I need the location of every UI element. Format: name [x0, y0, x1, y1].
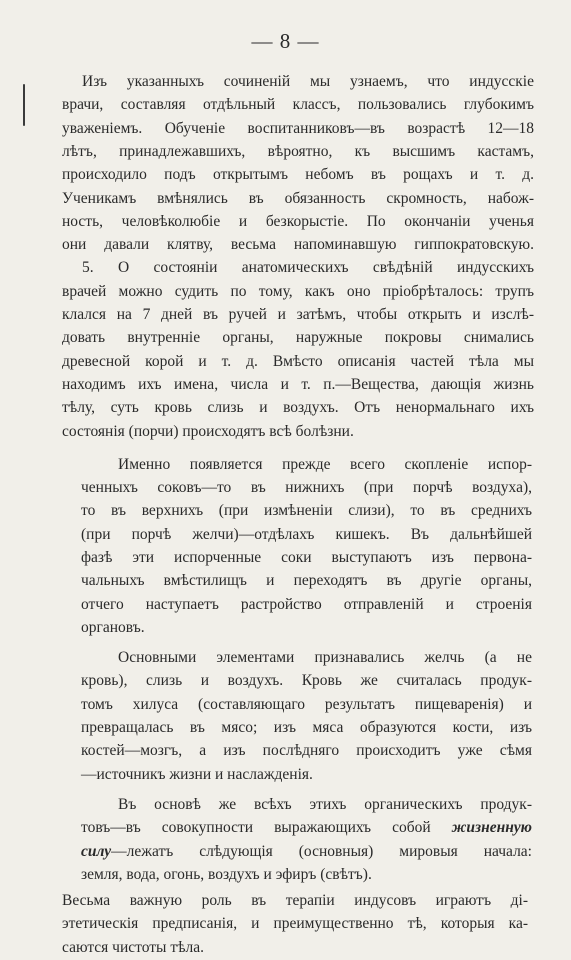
text-line	[81, 818, 532, 838]
text-line: Именно появляется прежде всего скопленіе испор-	[118, 456, 532, 473]
text-line	[81, 842, 532, 862]
text-line: Ученикамъ вмѣнялись въ обязанность скромность, набож-	[62, 190, 534, 207]
text-line: клался на 7 дней въ ручей и затѣмъ, чтобы открыть и изслѣ-	[62, 306, 534, 323]
text-line: древесной корой и т. д. Вмѣсто описанія частей тѣла мы	[62, 353, 534, 370]
text-line: лѣтъ, принадлежавшихъ, вѣроятно, къ высшимъ кастамъ,	[62, 143, 534, 160]
text-line: костей—мозгъ, а изъ послѣдняго происходитъ уже сѣмя	[81, 742, 532, 759]
margin-pencil-mark	[23, 84, 25, 126]
text-line: ность, человѣколюбіе и безкорыстіе. По окончаніи ученья	[62, 213, 534, 230]
text-line: кровь), слизь и воздухъ. Кровь же считалась продук-	[81, 672, 532, 689]
text-line: Весьма важную роль въ терапіи индусовъ играютъ ді-	[62, 892, 528, 909]
text-line: они давали клятву, весьма напоминавшую гиппократовскую.	[62, 236, 534, 253]
text-line: фазѣ эти испорченные соки выступаютъ изъ первона-	[81, 549, 532, 566]
text-line: ченныхъ соковъ—то въ нижнихъ (при порчѣ воздуха),	[81, 479, 532, 496]
text-line: —источникъ жизни и наслажденія.	[81, 766, 313, 783]
text-line: 5. О состояніи анатомическихъ свѣдѣній индусскихъ	[82, 259, 534, 276]
text-line: Въ основѣ же всѣхъ этихъ органическихъ продук-	[118, 796, 532, 813]
text-line: происходило подъ открытымъ небомъ въ рощахъ и т. д.	[62, 166, 534, 183]
page-number: — 8 —	[251, 29, 320, 53]
text-line: уваженіемъ. Обученіе воспитанниковъ—въ возрастѣ 12—18	[62, 120, 534, 137]
text-line: земля, вода, огонь, воздухъ и эфиръ (свѣтъ).	[81, 866, 372, 883]
text-line: (при порчѣ желчи)—отдѣлахъ кишекъ. Въ дальнѣйшей	[81, 526, 532, 543]
text-line: находимъ ихъ имена, числа и т. п.—Вещества, дающія жизнь	[62, 376, 534, 393]
text-fragment: —лежатъ слѣдующія (основныя) мировыя начала:	[111, 843, 532, 860]
text-line: то въ верхнихъ (при измѣненіи слизи), то въ среднихъ	[81, 502, 532, 519]
text-line: тѣлу, суть кровь слизь и воздухъ. Отъ ненормальнаго ихъ	[62, 399, 534, 416]
text-line: томъ хилуса (составляющаго результатъ пищеваренія) и	[81, 696, 532, 713]
text-line: Изъ указанныхъ сочиненій мы узнаемъ, что индусскіе	[82, 73, 534, 90]
text-line: превращалась въ мясо; изъ мяса образуются кости, изъ	[81, 719, 532, 736]
text-fragment: товъ—въ совокупности выражающихъ собой	[81, 819, 452, 836]
text-line: саются чистоты тѣла.	[62, 939, 204, 956]
text-line: отчего наступаетъ растройство отправленій и строенія	[81, 596, 532, 613]
text-line: органовъ.	[81, 619, 145, 636]
text-line: Основными элементами признавались желчь (а не	[118, 649, 532, 666]
emphasized-term: силу	[81, 843, 112, 860]
text-line: врачей можно судить по тому, какъ оно пріобрѣталось: трупъ	[62, 283, 534, 300]
text-line: чальныхъ вмѣстилищъ и переходятъ въ другіе органы,	[81, 572, 532, 589]
text-line: этетическія предписанія, и преимущественно тѣ, которыя ка-	[62, 915, 528, 932]
text-line: врачи, составляя отдѣльный классъ, пользовались глубокимъ	[62, 96, 534, 113]
text-line: состоянія (порчи) происходятъ всѣ болѣзни.	[62, 423, 354, 440]
text-line: довать внутренніе органы, наружные покровы снимались	[62, 329, 534, 346]
emphasized-term: жизненную	[451, 819, 532, 836]
